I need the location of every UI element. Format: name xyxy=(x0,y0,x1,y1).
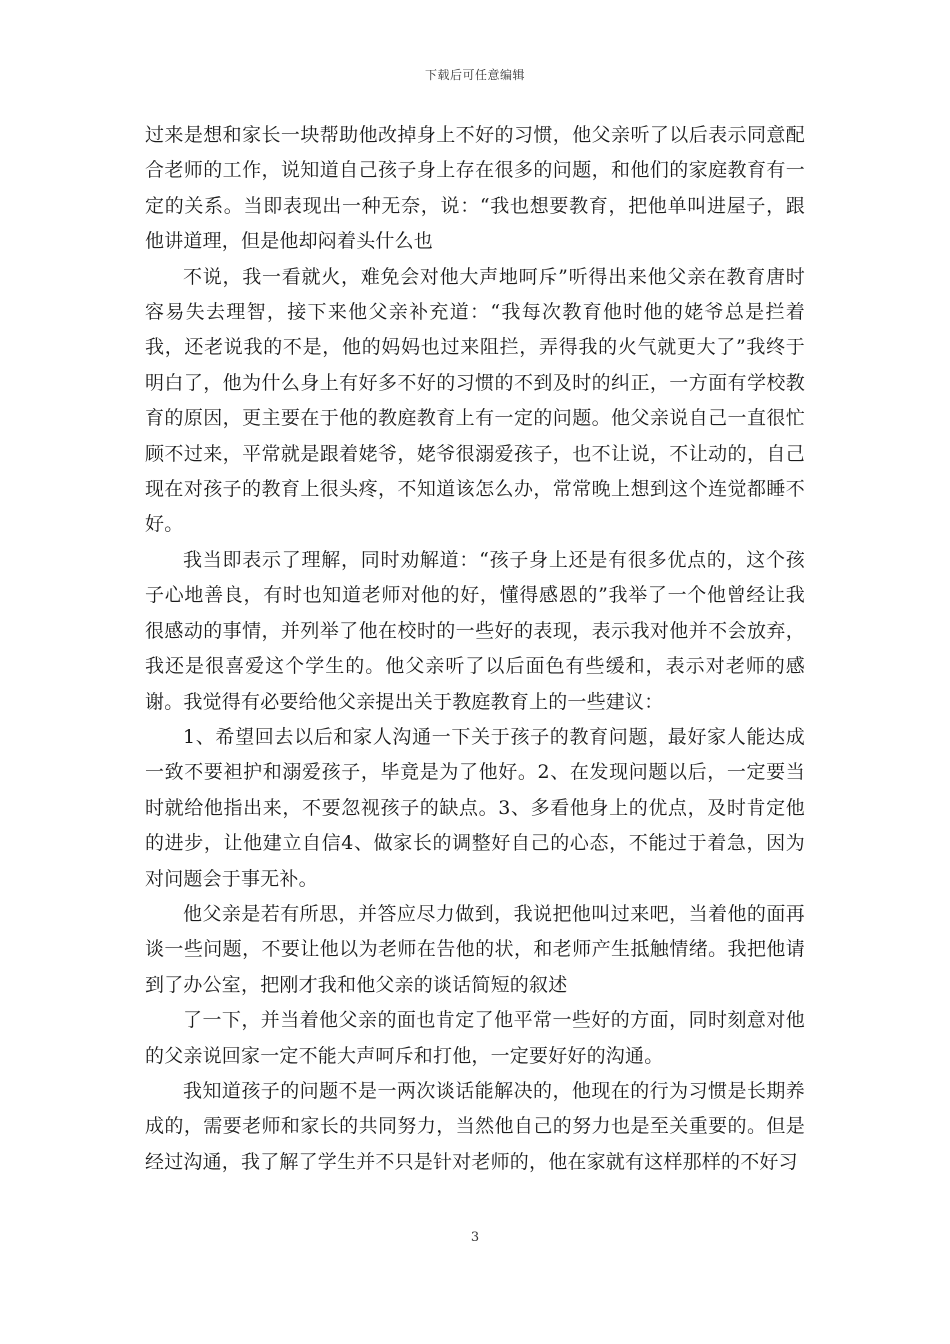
paragraph: 我当即表示了理解，同时劝解道：“孩子身上还是有很多优点的，这个孩子心地善良，有时也知道老师对他的好，懂得感恩的”我举了一个他曾经让我很感动的事情，并列举了他在校时的一些好的表现，表示我对他并不会放弃，我还是很喜爱这个学生的。他父亲听了以后面色有些缓和，表示对老师的感谢。我觉得有必要给他父亲提出关于教庭教育上的一些建议： xyxy=(145,548,805,713)
document-body xyxy=(145,118,805,1180)
paragraph: 我知道孩子的问题不是一两次谈话能解决的，他现在的行为习惯是长期养成的，需要老师和家长的共同努力，当然他自己的努力也是至关重要的。但是经过沟通，我了解了学生并不只是针对老师的，他在家就有这样那样的不好习 xyxy=(145,1079,805,1173)
paragraph: 他父亲是若有所思，并答应尽力做到，我说把他叫过来吧，当着他的面再谈一些问题，不要让他以为老师在告他的状，和老师产生抵触情绪。我把他请到了办公室，把刚才我和他父亲的谈话简短的叙述 xyxy=(145,902,805,996)
page-header: 下载后可任意编辑 xyxy=(424,68,525,82)
paragraph-suggestions: 1、希望回去以后和家人沟通一下关于孩子的教育问题，最好家人能达成一致不要袒护和溺爱孩子，毕竟是为了他好。2、在发现问题以后，一定要当时就给他指出来，不要忽视孩子的缺点。3、多看他身上的优点，及时肯定他的进步，让他建立自信4、做家长的调整好自己的心态，不能过于着急，因为对问题会于事无补。 xyxy=(145,725,805,890)
paragraph: 了一下，并当着他父亲的面也肯定了他平常一些好的方面，同时刻意对他的父亲说回家一定不能大声呵斥和打他，一定要好好的沟通。 xyxy=(145,1009,805,1067)
page-number: 3 xyxy=(470,1230,480,1245)
paragraph: 不说，我一看就火，难免会对他大声地呵斥”听得出来他父亲在教育唐时容易失去理智，接下来他父亲补充道：“我每次教育他时他的姥爷总是拦着我，还老说我的不是，他的妈妈也过来阻拦，弄得我的火气就更大了”我终于明白了，他为什么身上有好多不好的习惯的不到及时的纠正，一方面有学校教育的原因，更主要在于他的教庭教育上有一定的问题。他父亲说自己一直很忙顾不过来，平常就是跟着姥爷，姥爷很溺爱孩子，也不让说，不让动的，自己现在对孩子的教育上很头疼，不知道该怎么办，常常晚上想到这个连觉都睡不好。 xyxy=(145,265,805,536)
paragraph-continuation: 过来是想和家长一块帮助他改掉身上不好的习惯，他父亲听了以后表示同意配合老师的工作，说知道自己孩子身上存在很多的问题，和他们的家庭教育有一定的关系。当即表现出一种无奈，说：“我也想要教育，把他单叫进屋子，跟他讲道理，但是他却闷着头什么也 xyxy=(145,124,805,253)
